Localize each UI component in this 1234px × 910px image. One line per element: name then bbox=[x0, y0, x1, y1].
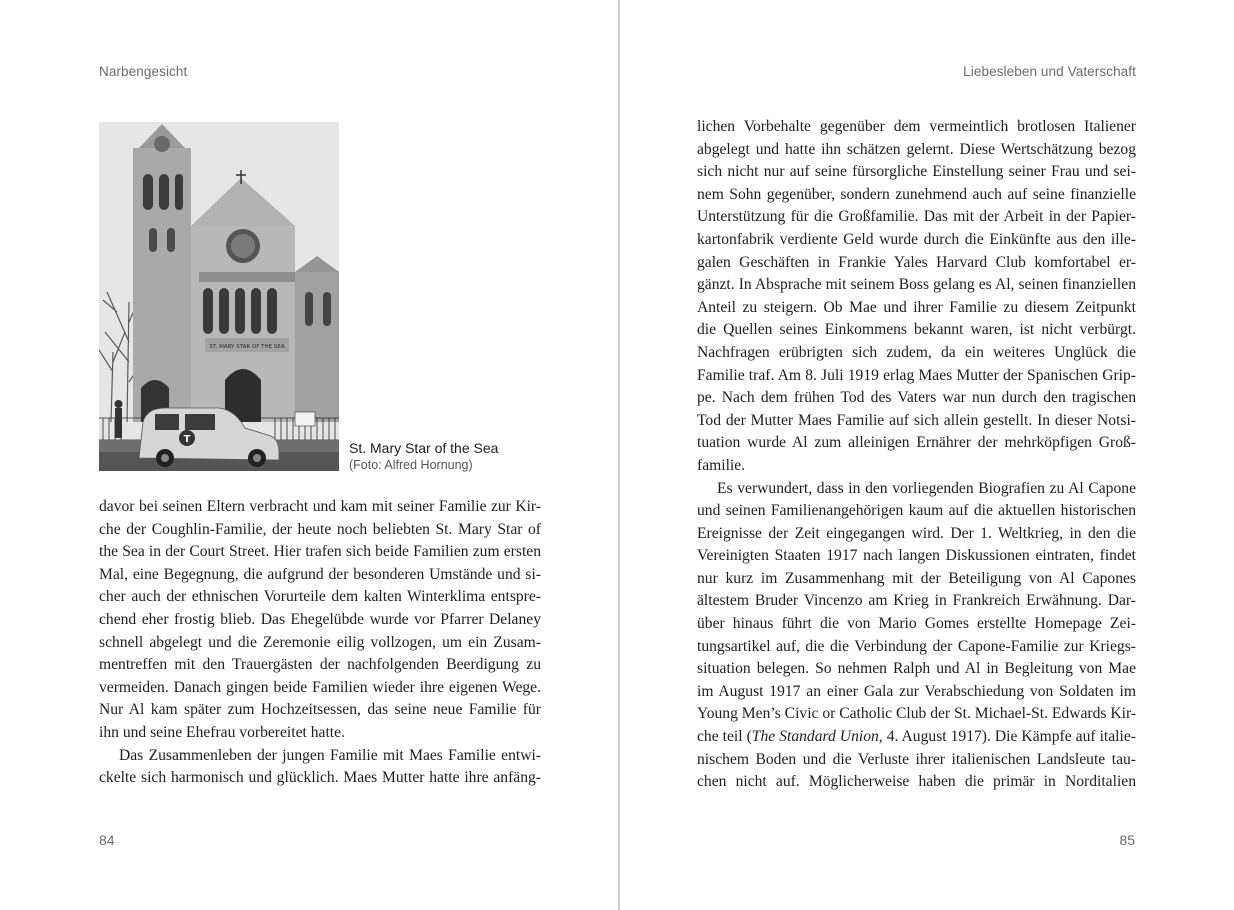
church-photo bbox=[99, 122, 339, 471]
right-page bbox=[620, 0, 1234, 910]
text-line: davor bei seinen Eltern verbracht und kam mit seiner Familie zur Kir- bbox=[99, 498, 541, 515]
text-line: nur kurz im Zusammenhang mit der Beteiligung von Al Capones bbox=[697, 569, 1136, 587]
text-line: galen Geschäften in Frankie Yales Harvard Club komfortabel er- bbox=[697, 253, 1136, 271]
citation-after: 4. August 1917). Die Kämpfe auf italie- bbox=[882, 728, 1136, 746]
caption-title: St. Mary Star of the Sea bbox=[349, 440, 499, 456]
text-line: chend eher frostig blieb. Das Ehegelübde wurde vor Pfarrer Delaney bbox=[99, 610, 541, 628]
text-line: nem Sohn gegenüber, sondern zunehmend auch auf seine finanzielle bbox=[697, 185, 1136, 203]
text-line: pe. Nach dem frühen Tod des Vaters war nun durch den tragischen bbox=[697, 389, 1136, 407]
text-line: nischem Boden und die Verluste ihrer italienischen Landsleute tau- bbox=[697, 750, 1136, 768]
text-line: Nachfragen erübrigten sich zudem, da ein weiteres Unglück die bbox=[697, 343, 1136, 361]
citation-source-title: The Standard Union, bbox=[751, 728, 883, 746]
running-head-left: Narbengesicht bbox=[99, 64, 188, 79]
body-text-right bbox=[697, 116, 1136, 794]
text-line: Das Zusammenleben der jungen Familie mit Maes Familie entwi- bbox=[119, 746, 541, 764]
svg-text:T: T bbox=[183, 434, 191, 445]
text-line: vermeiden. Danach gingen beide Familien wieder ihre eigenen Wege. bbox=[99, 678, 541, 696]
text-line: schnell abgelegt und die Zeremonie eilig vollzogen, um ein Zusam- bbox=[99, 633, 541, 651]
text-line: Es verwundert, dass in den vorliegenden Biografien zu Al Capone bbox=[717, 479, 1136, 497]
body-text-left bbox=[99, 496, 541, 790]
church-sign: ST. MARY STAR OF THE SEA bbox=[209, 344, 285, 350]
caption-credit: (Foto: Alfred Hornung) bbox=[349, 458, 473, 472]
text-line: tuation wurde Al zum alleinigen Ernährer der mehrköpfigen Groß- bbox=[697, 434, 1136, 452]
running-head-right: Liebesleben und Vaterschaft bbox=[963, 64, 1136, 79]
text-line: chen nicht auf. Möglicherweise haben die primär in Norditalien bbox=[697, 773, 1136, 791]
text-line: ältestem Bruder Vincenzo am Krieg in Frankreich Erwähnung. Dar- bbox=[697, 592, 1136, 610]
text-line: Tod der Mutter Maes Familie auf sich allein gestellt. In dieser Notsi- bbox=[697, 411, 1136, 429]
page-number-right: 85 bbox=[1119, 832, 1135, 848]
text-line: Vereinigten Staaten 1917 nach langen Diskussionen eintraten, findet bbox=[697, 547, 1136, 565]
text-line: Nur Al kam später zum Hochzeitsessen, das seine neue Familie für bbox=[99, 701, 541, 719]
text-line: und seinen Familienangehörigen kaum auf die aktuellen historischen bbox=[697, 502, 1136, 520]
text-line: ihn und seine Ehefrau vorbereitet hatte. bbox=[99, 723, 345, 741]
text-line: die Quellen seines Einkommens bekannt waren, ist nicht verbürgt. bbox=[697, 321, 1136, 339]
text-line: situation belegen. So nehmen Ralph und Al in Begleitung von Mae bbox=[697, 660, 1136, 678]
text-line: kartonfabrik verdiente Geld wurde durch die Einkünfte aus den ille- bbox=[697, 230, 1136, 248]
text-line: Mal, eine Begegnung, die aufgrund der besonderen Umstände und si- bbox=[99, 565, 541, 583]
text-line: cher auch der ethnischen Vorurteile dem kalten Winterklima entspre- bbox=[99, 588, 541, 606]
page-number-left: 84 bbox=[99, 832, 115, 848]
text-line: gänzt. In Absprache mit seinem Boss gelang es Al, seinen finanziellen bbox=[697, 276, 1136, 294]
text-line: Young Men’s Civic or Catholic Club der St. Michael-St. Edwards Kir- bbox=[697, 705, 1136, 723]
text-line: ckelte sich harmonisch und glücklich. Maes Mutter hatte ihre anfäng- bbox=[99, 769, 541, 787]
text-line-citation bbox=[697, 726, 1136, 749]
text-line: abgelegt und hatte ihn schätzen gelernt. Diese Wertschätzung bezog bbox=[697, 140, 1136, 158]
text-line: the Sea in der Court Street. Hier trafen sich beide Familien zum ersten bbox=[99, 543, 541, 561]
photo-caption bbox=[349, 440, 498, 473]
text-line: tungsartikel auf, die die Verbindung der Capone-Familie zur Kriegs- bbox=[697, 637, 1136, 655]
text-line: lichen Vorbehalte gegenüber dem vermeintlich brotlosen Italiener bbox=[697, 118, 1136, 135]
text-line: im August 1917 an einer Gala zur Verabschiedung von Soldaten im bbox=[697, 682, 1136, 700]
text-line: sich nicht nur auf seine fürsorgliche Einstellung seiner Frau und sei- bbox=[697, 163, 1136, 181]
text-line: Unterstützung für die Großfamilie. Das mit der Arbeit in der Papier- bbox=[697, 208, 1136, 226]
text-line: mentreffen mit den Trauergästen der nachfolgenden Beerdigung zu bbox=[99, 656, 541, 674]
text-line: che der Coughlin-Familie, der heute noch beliebten St. Mary Star of bbox=[99, 520, 541, 538]
text-line: Anteil zu steigern. Ob Mae und ihrer Familie zu diesem Zeitpunkt bbox=[697, 298, 1136, 316]
citation-before: che teil ( bbox=[697, 728, 752, 746]
text-line: Familie traf. Am 8. Juli 1919 erlag Maes Mutter der Spanischen Grip- bbox=[697, 366, 1136, 384]
text-line: über hinaus führt die von Mario Gomes erstellte Homepage Zei- bbox=[697, 615, 1136, 633]
text-line: familie. bbox=[697, 456, 746, 474]
text-line: Ereignisse der Zeit eingegangen wird. Der 1. Weltkrieg, in den die bbox=[697, 524, 1136, 542]
